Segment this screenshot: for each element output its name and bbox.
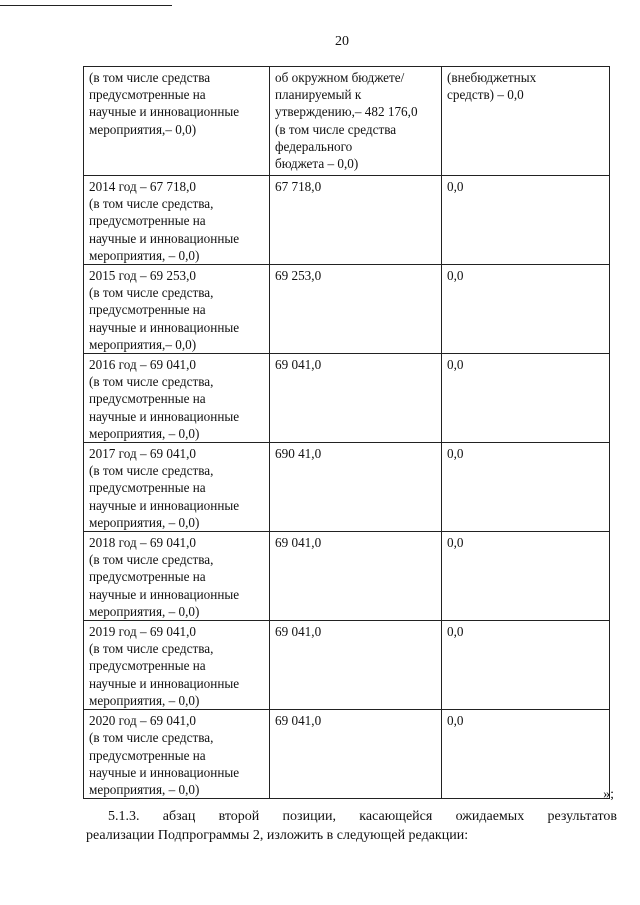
extrabudgetary-cell: 0,0 xyxy=(442,710,610,799)
period-cell: 2015 год – 69 253,0 (в том числе средства, предусмотренные на научные и инновационные мероприятия,– 0,0) xyxy=(84,265,270,354)
period-cell: 2020 год – 69 041,0 (в том числе средства, предусмотренные на научные и инновационные мероприятия, – 0,0) xyxy=(84,710,270,799)
period-cell: 2014 год – 67 718,0 (в том числе средства, предусмотренные на научные и инновационные мероприятия, – 0,0) xyxy=(84,176,270,265)
funding-table xyxy=(83,66,610,799)
header-rule xyxy=(0,5,172,6)
table-row xyxy=(84,621,610,710)
district-budget-cell: 69 253,0 xyxy=(270,265,442,354)
district-budget-cell: 69 041,0 xyxy=(270,621,442,710)
district-budget-cell: 69 041,0 xyxy=(270,710,442,799)
district-budget-cell: 690 41,0 xyxy=(270,443,442,532)
period-cell: 2018 год – 69 041,0 (в том числе средства, предусмотренные на научные и инновационные мероприятия, – 0,0) xyxy=(84,532,270,621)
period-cell: (в том числе средства предусмотренные на научные и инновационные мероприятия,– 0,0) xyxy=(84,67,270,176)
extrabudgetary-cell: 0,0 xyxy=(442,443,610,532)
extrabudgetary-cell: 0,0 xyxy=(442,532,610,621)
table-row xyxy=(84,176,610,265)
page-number: 20 xyxy=(335,34,349,49)
table-row xyxy=(84,265,610,354)
table-row xyxy=(84,532,610,621)
extrabudgetary-cell: 0,0 xyxy=(442,265,610,354)
table-row xyxy=(84,710,610,799)
table-row xyxy=(84,67,610,176)
extrabudgetary-cell: 0,0 xyxy=(442,621,610,710)
district-budget-cell: 69 041,0 xyxy=(270,532,442,621)
period-cell: 2017 год – 69 041,0 (в том числе средства, предусмотренные на научные и инновационные мероприятия, – 0,0) xyxy=(84,443,270,532)
table-row xyxy=(84,443,610,532)
extrabudgetary-cell: 0,0 xyxy=(442,354,610,443)
closing-quote: »; xyxy=(603,787,614,802)
paragraph-line-1: 5.1.3. абзац второй позиции, касающейся ожидаемых результатов xyxy=(108,809,617,824)
amendment-paragraph xyxy=(86,807,617,845)
extrabudgetary-cell: (внебюджетных средств) – 0,0 xyxy=(442,67,610,176)
district-budget-cell: 67 718,0 xyxy=(270,176,442,265)
period-cell: 2019 год – 69 041,0 (в том числе средства, предусмотренные на научные и инновационные мероприятия, – 0,0) xyxy=(84,621,270,710)
extrabudgetary-cell: 0,0 xyxy=(442,176,610,265)
paragraph-line-2: реализации Подпрограммы 2, изложить в следующей редакции: xyxy=(86,828,469,843)
table-row xyxy=(84,354,610,443)
period-cell: 2016 год – 69 041,0 (в том числе средства, предусмотренные на научные и инновационные мероприятия, – 0,0) xyxy=(84,354,270,443)
district-budget-cell: об окружном бюджете/ планируемый к утверждению,– 482 176,0 (в том числе средства федерального бюджета – 0,0) xyxy=(270,67,442,176)
district-budget-cell: 69 041,0 xyxy=(270,354,442,443)
